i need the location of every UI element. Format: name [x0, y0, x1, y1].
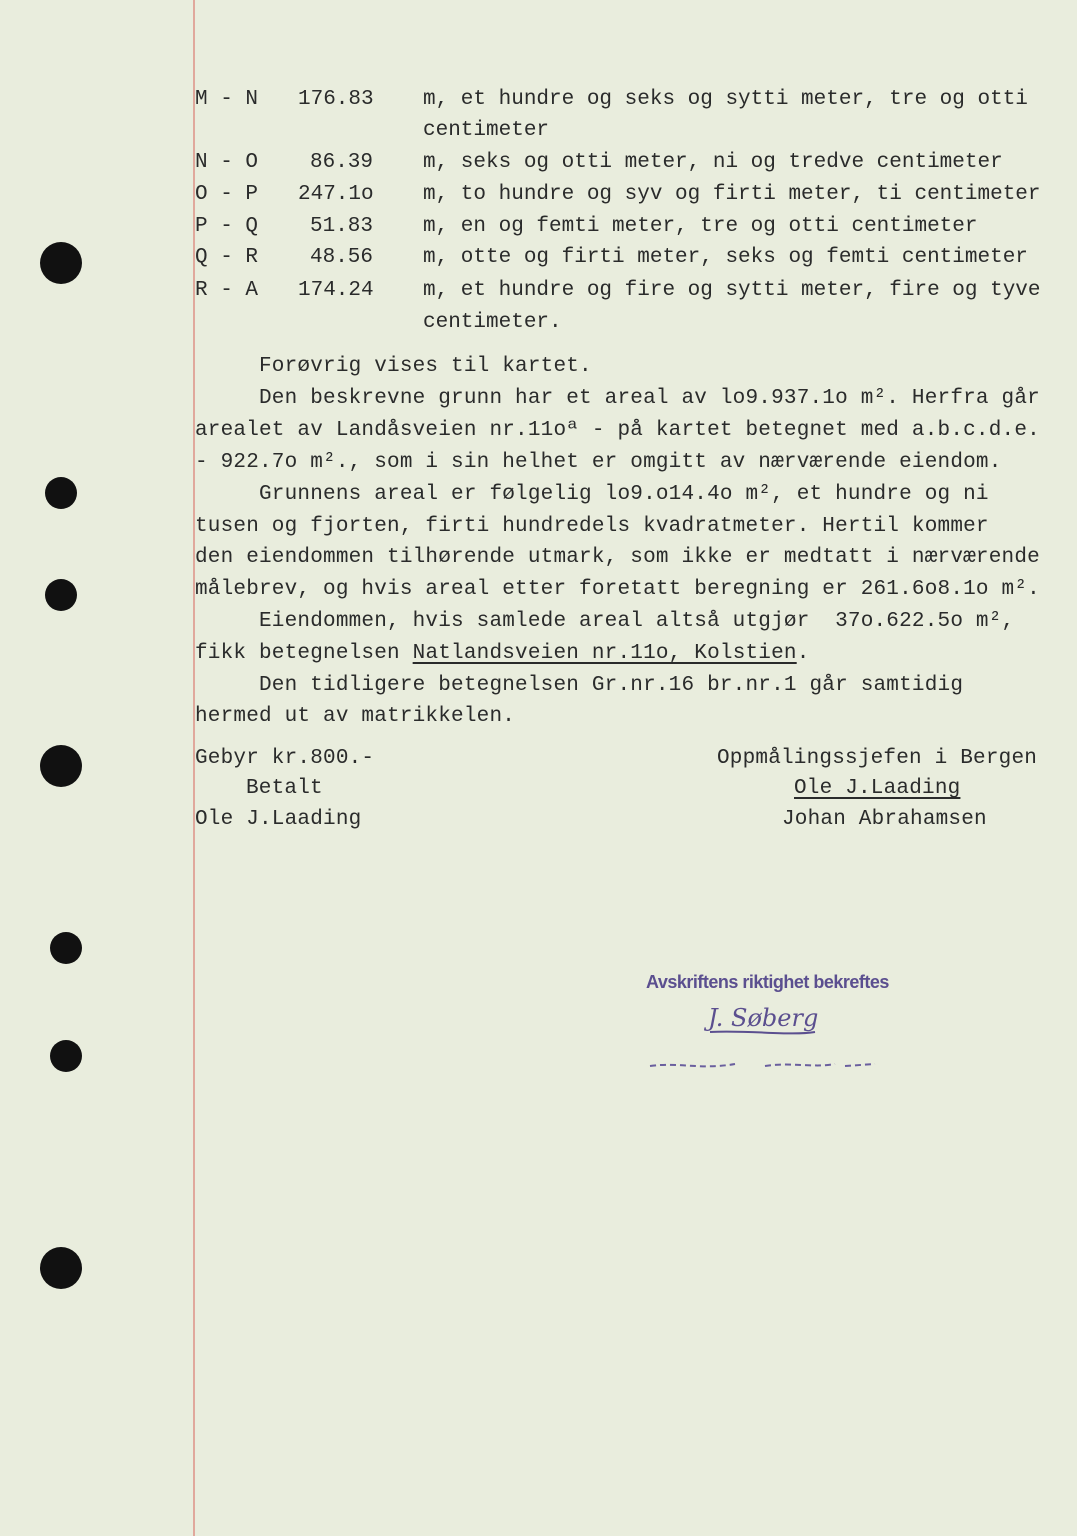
body-line: målebrev, og hvis areal etter foretatt beregning er 261.6o8.1o m².: [195, 578, 1040, 601]
body-line: Forøvrig vises til kartet.: [195, 355, 592, 378]
segment-label: P - Q: [195, 215, 259, 238]
body-line: - 922.7o m²., som i sin helhet er omgitt av nærværende eiendom.: [195, 451, 1002, 474]
segment-label: Q - R: [195, 246, 259, 269]
body-line: [195, 640, 810, 668]
segment-text: m, et hundre og fire og sytti meter, fire og tyve: [423, 279, 1041, 302]
body-line: arealet av Landåsveien nr.11oª - på kartet betegnet med a.b.c.d.e.: [195, 419, 1040, 442]
segment-value: 174.24: [298, 279, 374, 302]
body-line: Grunnens areal er følgelig lo9.o14.4o m², et hundre og ni: [195, 483, 989, 506]
segment-value: 51.83: [310, 215, 374, 238]
punch-hole: [40, 745, 82, 787]
segment-value: 86.39: [310, 151, 374, 174]
body-line: Eiendommen, hvis samlede areal altså utgjør 37o.622.5o m²,: [195, 610, 1015, 633]
segment-text: m, seks og otti meter, ni og tredve centimeter: [423, 151, 1003, 174]
body-line: hermed ut av matrikkelen.: [195, 705, 516, 728]
segment-text: m, en og femti meter, tre og otti centimeter: [423, 215, 978, 238]
segment-text-cont: centimeter: [423, 119, 550, 142]
segment-value: 176.83: [298, 88, 374, 111]
punch-hole: [50, 932, 82, 964]
segment-label: M - N: [195, 88, 259, 111]
body-text: fikk betegnelsen: [195, 642, 413, 665]
punch-hole: [45, 579, 77, 611]
signer-right-2: Johan Abrahamsen: [782, 808, 987, 831]
paid-text: Betalt: [246, 777, 323, 800]
segment-text-cont: centimeter.: [423, 311, 562, 334]
body-line: Den tidligere betegnelsen Gr.nr.16 br.nr.1 går samtidig: [195, 674, 964, 697]
segment-value: 247.1o: [298, 183, 374, 206]
punch-hole: [45, 477, 77, 509]
stamp-signature: J. Søberg: [708, 1004, 819, 1032]
signer-left: Ole J.Laading: [195, 808, 362, 831]
punch-hole: [50, 1040, 82, 1072]
body-line: tusen og fjorten, firti hundredels kvadratmeter. Hertil kommer: [195, 515, 989, 538]
segment-label: R - A: [195, 279, 259, 302]
body-line: Den beskrevne grunn har et areal av lo9.937.1o m². Herfra går: [195, 387, 1040, 410]
certification-stamp: Avskriftens riktighet bekreftes: [646, 972, 889, 992]
punch-hole: [40, 1247, 82, 1289]
segment-label: N - O: [195, 151, 259, 174]
office-text: Oppmålingssjefen i Bergen: [717, 747, 1038, 770]
fee-text: Gebyr kr.800.-: [195, 747, 375, 770]
segment-text: m, to hundre og syv og firti meter, ti centimeter: [423, 183, 1041, 206]
signer-right: Ole J.Laading: [794, 777, 961, 800]
segment-label: O - P: [195, 183, 259, 206]
punch-hole: [40, 242, 82, 284]
body-line: den eiendommen tilhørende utmark, som ikke er medtatt i nærværende: [195, 546, 1040, 569]
segment-text: m, otte og firti meter, seks og femti centimeter: [423, 246, 1028, 269]
stamp-flourish: [640, 1020, 890, 1080]
segment-value: 48.56: [310, 246, 374, 269]
property-name: Natlandsveien nr.11o, Kolstien: [412, 642, 797, 665]
body-text: .: [796, 642, 810, 665]
segment-text: m, et hundre og seks og sytti meter, tre og otti: [423, 88, 1028, 111]
